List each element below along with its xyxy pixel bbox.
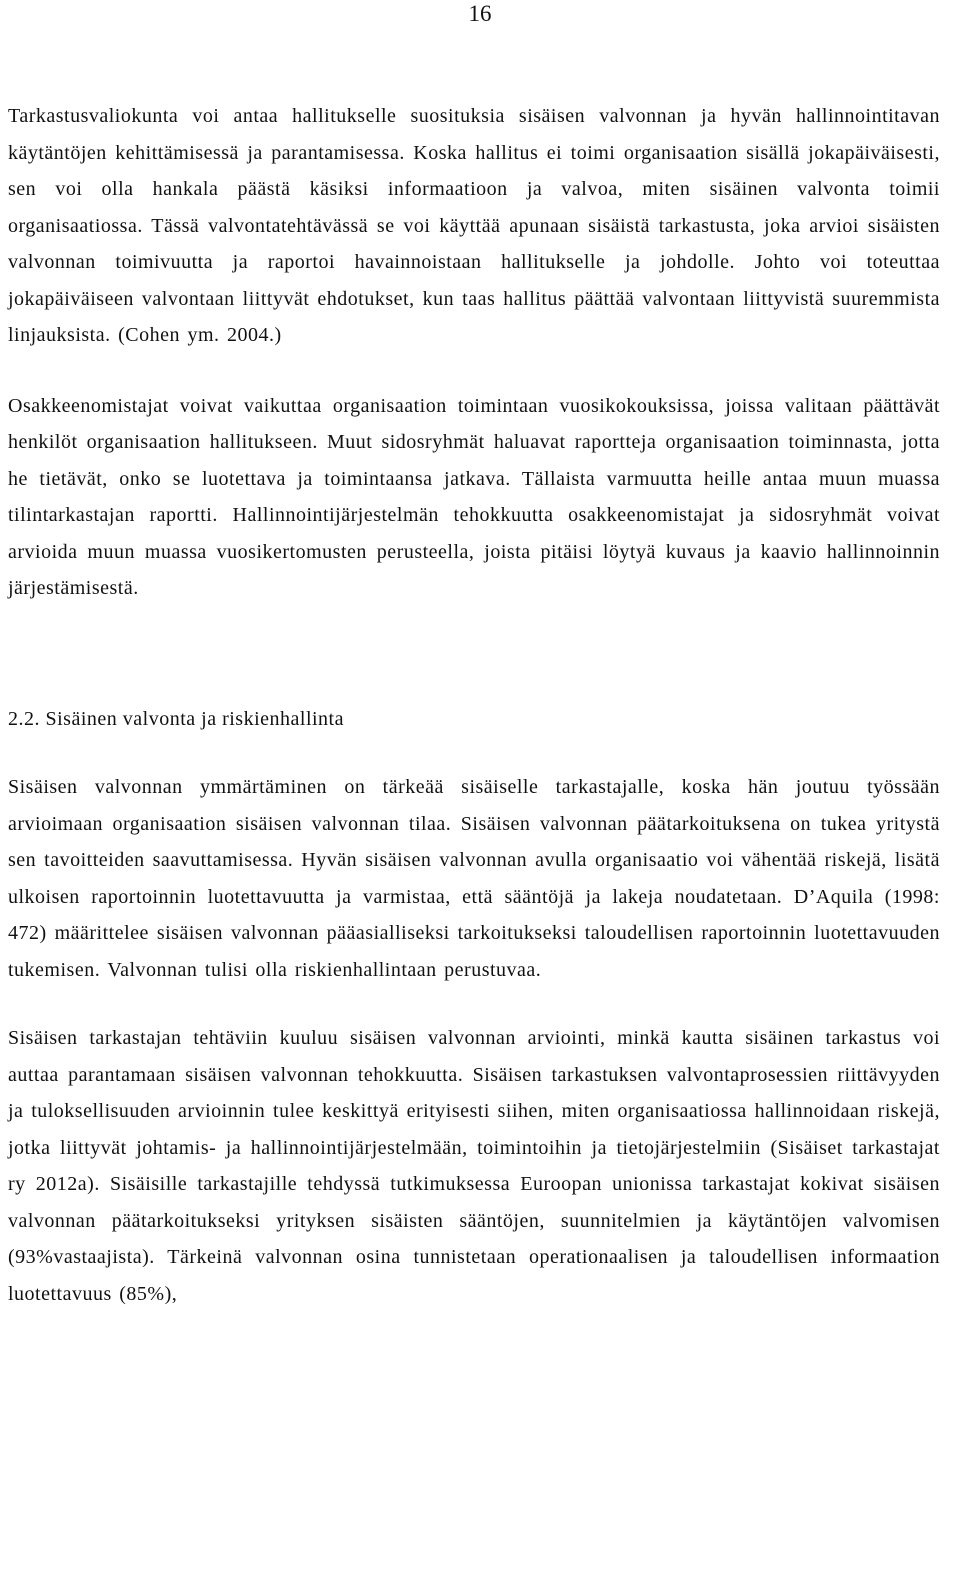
paragraph-shareholders: Osakkeenomistajat voivat vaikuttaa organisaation toimintaan vuosikokouksissa, joissa valitaan päättävät henkilöt organisaation hallitukseen. Muut sidosryhmät haluavat raportteja organisaation toiminnasta, jotta he tietävät, onko se luotettava ja toimintaansa jatkava. Tällaista varmuutta heille antaa muun muassa tilintarkastajan raportti. Hallinnointijärjestelmän tehokkuutta osakkeenomistajat ja sidosryhmät voivat arvioida muun muassa vuosikertomusten perusteella, joista pitäisi löytyä kuvaus ja kaavio hallinnoinnin järjestämisestä. bbox=[8, 394, 940, 599]
page-number: 16 bbox=[468, 1, 492, 26]
document-body bbox=[8, 98, 940, 1312]
paragraph-internal-control: Sisäisen valvonnan ymmärtäminen on tärkeää sisäiselle tarkastajalle, koska hän joutuu työssään arvioimaan organisaation sisäisen valvonnan tilaa. Sisäisen valvonnan päätarkoituksena on tukea yritystä sen tavoitteiden saavuttamisessa. Hyvän sisäisen valvonnan avulla organisaatio voi vähentää riskejä, lisätä ulkoisen raportoinnin luotettavuutta ja varmistaa, että sääntöjä ja lakeja noudatetaan. D’Aquila (1998: 472) määrittelee sisäisen valvonnan pääasialliseksi tarkoitukseksi taloudellisen raportoinnin luotettavuuden tukemisen. Valvonnan tulisi olla riskienhallintaan perustuvaa. bbox=[8, 776, 940, 981]
paragraph-audit-committee: Tarkastusvaliokunta voi antaa hallitukselle suosituksia sisäisen valvonnan ja hyvän hallinnointitavan käytäntöjen kehittämisessä ja parantamisessa. Koska hallitus ei toimi organisaation sisällä jokapäiväisesti, sen voi olla hankala päästä käsiksi informaatioon ja valvoa, miten sisäinen valvonta toimii organisaatiossa. Tässä valvontatehtävässä se voi käyttää apunaan sisäistä tarkastusta, joka arvioi sisäisten valvonnan toimivuutta ja raportoi havainnoistaan hallitukselle ja johdolle. Johto voi toteuttaa jokapäiväiseen valvontaan liittyvät ehdotukset, kun taas hallitus päättää valvontaan liittyvistä suuremmista linjauksista. (Cohen ym. 2004.) bbox=[8, 105, 940, 346]
paragraph-internal-auditor: Sisäisen tarkastajan tehtäviin kuuluu sisäisen valvonnan arviointi, minkä kautta sisäinen tarkastus voi auttaa parantamaan sisäisen valvonnan tehokkuutta. Sisäisen tarkastuksen valvontaprosessien riittävyyden ja tuloksellisuuden arvioinnin tulee keskittyä erityisesti siihen, miten organisaatiossa hallinnoidaan riskejä, jotka liittyvät johtamis- ja hallinnointijärjestelmään, toimintoihin ja tietojärjestelmiin (Sisäiset tarkastajat ry 2012a). Sisäisille tarkastajille tehdyssä tutkimuksessa Euroopan unionissa tarkastajat kokivat sisäisen valvonnan päätarkoitukseksi yrityksen sisäisten sääntöjen, suunnitelmien ja käytäntöjen valvomisen (93%vastaajista). Tärkeinä valvonnan osina tunnistetaan operationaalisen ja taloudellisen informaation luotettavuus (85%), bbox=[8, 1027, 940, 1305]
section-heading: 2.2. Sisäinen valvonta ja riskienhallinta bbox=[8, 707, 344, 730]
